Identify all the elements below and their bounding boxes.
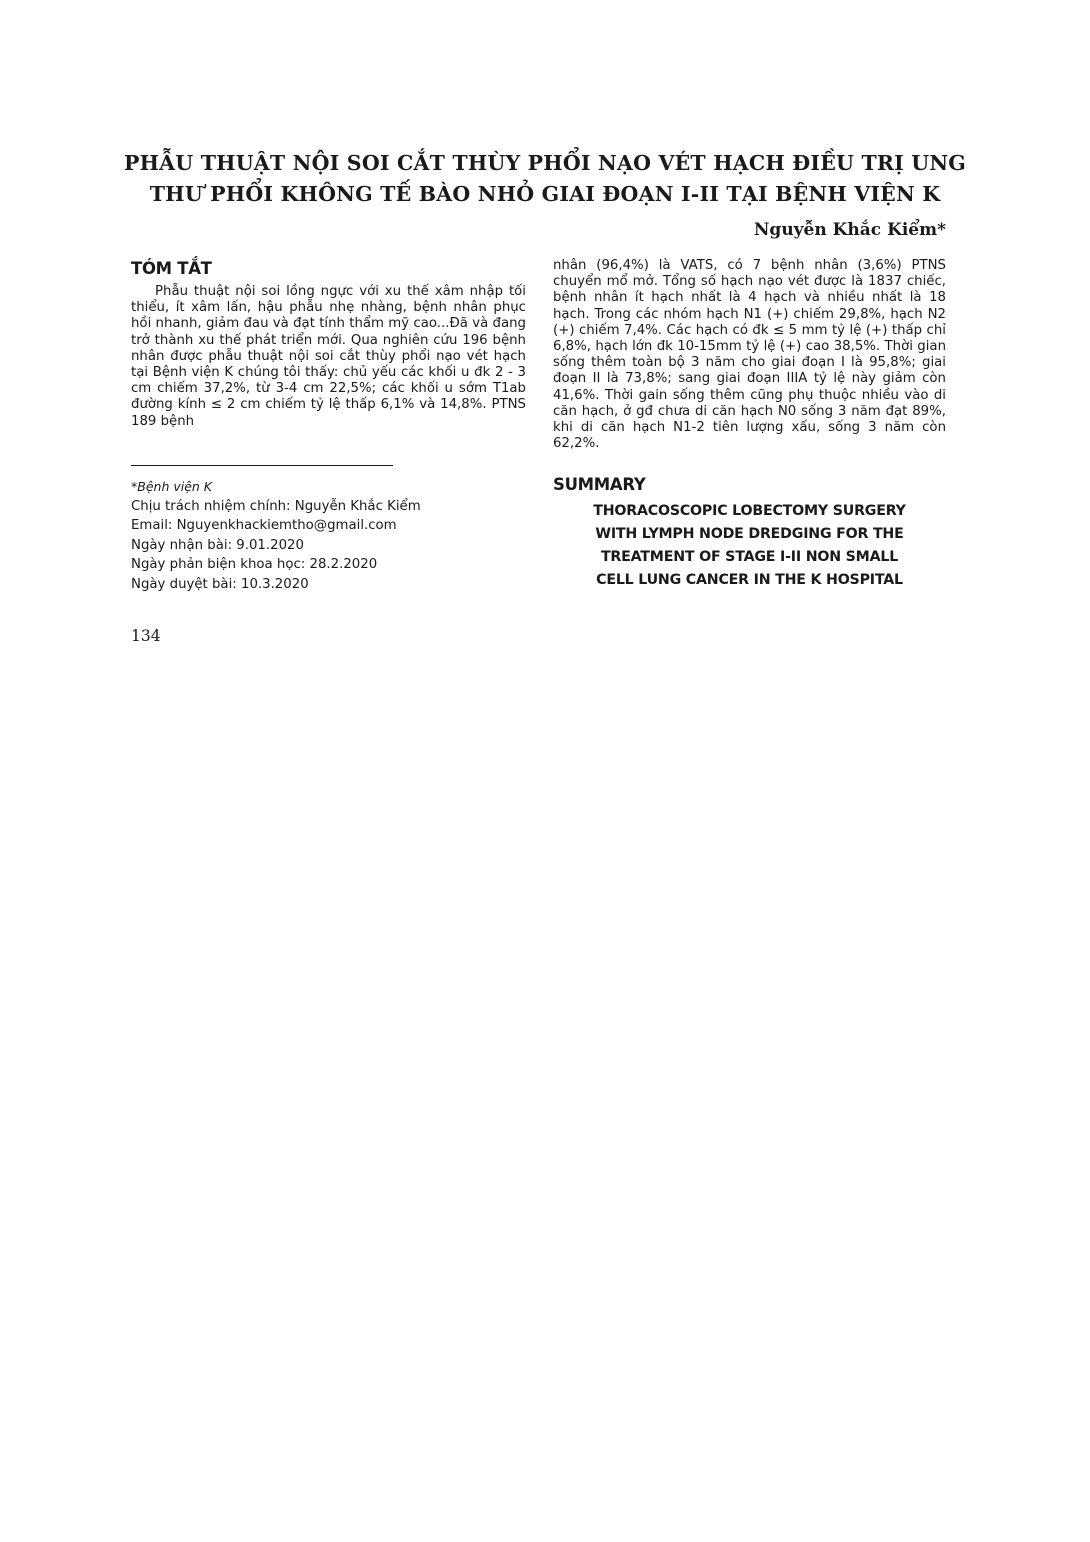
article-title-line-2: THƯ PHỔI KHÔNG TẾ BÀO NHỎ GIAI ĐOẠN I-II TẠI BỆNH VIỆN K <box>149 182 941 206</box>
english-title <box>553 500 946 592</box>
footnote-divider <box>131 465 393 466</box>
abstract-heading: TÓM TẮT <box>131 259 212 278</box>
footnote-email: Email: Nguyenkhackiemtho@gmail.com <box>131 518 397 534</box>
footnote-review-date: Ngày phản biện khoa học: 28.2.2020 <box>131 557 378 573</box>
english-title-line-4: CELL LUNG CANCER IN THE K HOSPITAL <box>596 572 903 588</box>
footnote-received-date: Ngày nhận bài: 9.01.2020 <box>131 537 304 553</box>
abstract-text-left: Phẫu thuật nội soi lồng ngực với xu thế xâm nhập tối thiểu, ít xâm lấn, hậu phẫu nhẹ nhàng, bệnh nhân phục hồi nhanh, giảm đau và đạt tính thẩm mỹ cao...Đã và đang trở thành xu thế phát triển mới. Qua nghiên cứu 196 bệnh nhân được phẫu thuật nội soi cắt thùy phổi nạo vét hạch tại Bệnh viện K chúng tôi thấy: chủ yếu các khối u đk 2 - 3 cm chiếm 37,2%, từ 3-4 cm 22,5%; các khối u sớm T1ab đường kính ≤ 2 cm chiếm tỷ lệ thấp 6,1% và 14,8%. PTNS 189 bệnh <box>131 284 526 429</box>
english-title-line-2: WITH LYMPH NODE DREDGING FOR THE <box>595 526 904 542</box>
english-title-line-1: THORACOSCOPIC LOBECTOMY SURGERY <box>593 503 906 519</box>
footnote-accepted-date: Ngày duyệt bài: 10.3.2020 <box>131 576 309 592</box>
page-number: 134 <box>131 627 161 645</box>
english-title-line-3: TREATMENT OF STAGE I-II NON SMALL <box>600 549 899 565</box>
summary-heading: SUMMARY <box>553 475 646 494</box>
footnote-affiliation: *Bệnh viện K <box>131 479 212 494</box>
article-title-line-1: PHẪU THUẬT NỘI SOI CẮT THÙY PHỔI NẠO VÉT HẠCH ĐIỀU TRỊ UNG <box>123 151 966 175</box>
right-column <box>553 258 946 452</box>
author-name: Nguyễn Khắc Kiểm* <box>753 220 946 240</box>
article-title <box>120 148 970 210</box>
left-column <box>131 258 526 430</box>
footnote-responsible-author: Chịu trách nhiệm chính: Nguyễn Khắc Kiểm <box>131 498 421 514</box>
abstract-text-right: nhân (96,4%) là VATS, có 7 bệnh nhân (3,6%) PTNS chuyển mổ mở. Tổng số hạch nạo vét được là 1837 chiếc, bệnh nhân ít hạch nhất là 4 hạch và nhiều nhất là 18 hạch. Trong các nhóm hạch N1 (+) chiếm 29,8%, hạch N2 (+) chiếm 7,4%. Các hạch có đk ≤ 5 mm tỷ lệ (+) thấp chỉ 6,8%, hạch lớn đk 10-15mm tỷ lệ (+) cao 38,5%. Thời gian sống thêm toàn bộ 3 năm cho giai đoạn I là 95,8%; giai đoạn II là 73,8%; sang giai đoạn IIIA tỷ lệ này giảm còn 41,6%. Thời gain sống thêm cũng phụ thuộc nhiều vào di căn hạch, ở gđ chưa di căn hạch N0 sống 3 năm đạt 89%, khi di căn hạch N1-2 tiên lượng xấu, sống 3 năm còn 62,2%. <box>553 258 946 452</box>
footnotes <box>131 477 531 595</box>
